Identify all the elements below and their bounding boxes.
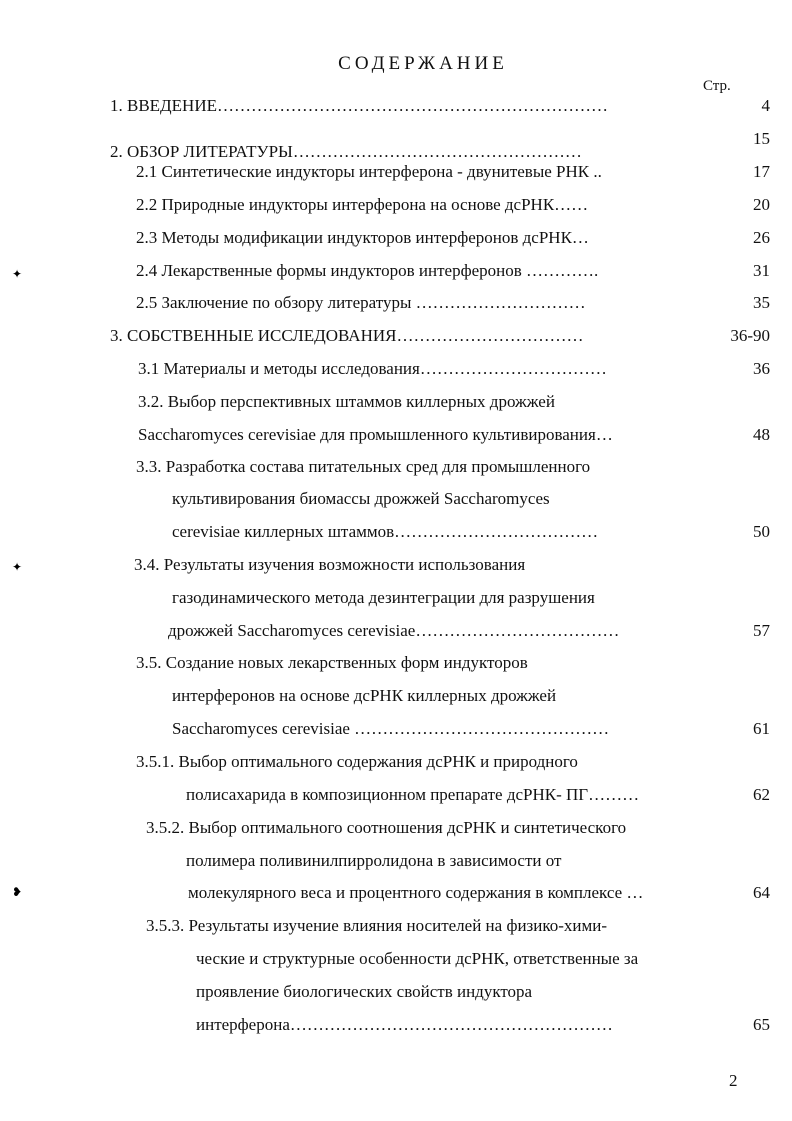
toc-page-number: 36 — [753, 359, 770, 378]
toc-page-number: 61 — [753, 719, 770, 738]
toc-entry: 3.4. Результаты изучения возможности использования — [134, 555, 526, 574]
toc-entry: 3.5.3. Результаты изучение влияния носителей на физико-хими- — [146, 916, 608, 935]
toc-page-number: 64 — [753, 883, 770, 902]
toc-entry: 3.3. Разработка состава питательных сред для промышленного — [136, 457, 591, 476]
toc-entry-continuation: ческие и структурные особенности дсРНК, ответственные за — [196, 949, 639, 968]
toc-page-number: 26 — [753, 228, 770, 247]
toc-page-number: 15 — [753, 129, 770, 148]
toc-entry-own-research: 3. СОБСТВЕННЫЕ ИССЛЕДОВАНИЯ…………………………… — [110, 326, 584, 345]
toc-entry-continuation: Saccharomyces cerevisiae ……………………………………… — [172, 719, 610, 738]
toc-page-number: 50 — [753, 522, 770, 541]
margin-mark: ✦ — [12, 267, 23, 281]
toc-page-number: 31 — [753, 261, 770, 280]
toc-entry: 3.1 Материалы и методы исследования…………………………… — [138, 359, 607, 378]
toc-page-number: 65 — [753, 1015, 770, 1034]
toc-page-number: 17 — [753, 162, 770, 181]
toc-entry: 3.5. Создание новых лекарственных форм индукторов — [136, 653, 528, 672]
toc-entry-continuation: интерферона………………………………………………… — [196, 1015, 613, 1034]
toc-page-number: 62 — [753, 785, 770, 804]
toc-entry: 3.5.1. Выбор оптимального содержания дсРНК и природного — [136, 752, 578, 771]
toc-entry: 2.4 Лекарственные формы индукторов интерферонов …………. — [136, 261, 599, 280]
toc-page-number: 57 — [753, 621, 770, 640]
toc-entry-continuation: полисахарида в композиционном препарате дсРНК- ПГ……… — [186, 785, 640, 804]
toc-page-number: 20 — [753, 195, 770, 214]
toc-entry-continuation: молекулярного веса и процентного содержания в комплексе … — [188, 883, 644, 902]
toc-entry-introduction: 1. ВВЕДЕНИЕ…………………………………………………………… — [110, 96, 608, 115]
page-column-label: Стр. — [703, 78, 731, 94]
page-title: СОДЕРЖАНИЕ — [338, 53, 508, 74]
toc-entry: 2.1 Синтетические индукторы интерферона - двунитевые РНК .. — [136, 162, 602, 181]
footer-page-number: 2 — [729, 1071, 738, 1090]
toc-entry: 2.2 Природные индукторы интерферона на основе дсРНК…… — [136, 195, 589, 214]
toc-page-number: 36-90 — [730, 326, 770, 345]
toc-page-number: 35 — [753, 293, 770, 312]
toc-entry-continuation: полимера поливинилпирролидона в зависимости от — [186, 851, 562, 870]
toc-entry-literature-review: 2. ОБЗОР ЛИТЕРАТУРЫ…………………………………………… — [110, 142, 582, 161]
toc-entry-continuation: интерферонов на основе дсРНК киллерных дрожжей — [172, 686, 557, 705]
toc-entry-continuation: cerevisiae киллерных штаммов……………………………… — [172, 522, 599, 541]
toc-entry: 2.3 Методы модификации индукторов интерферонов дсРНК… — [136, 228, 589, 247]
toc-entry-continuation: проявление биологических свойств индуктора — [196, 982, 533, 1001]
margin-mark: ✦ — [12, 560, 23, 574]
toc-entry: 3.2. Выбор перспективных штаммов киллерных дрожжей — [138, 392, 555, 411]
toc-entry-continuation: газодинамического метода дезинтеграции для разрушения — [172, 588, 595, 607]
toc-entry-continuation: дрожжей Saccharomyces cerevisiae……………………………… — [168, 621, 620, 640]
toc-page-number: 4 — [761, 96, 770, 115]
toc-entry-continuation: Saccharomyces cerevisiae для промышленного культивирования… — [138, 425, 613, 444]
toc-page-number: 48 — [753, 425, 770, 444]
toc-entry: 2.5 Заключение по обзору литературы ………………………… — [136, 293, 586, 312]
margin-mark: ❥ — [12, 885, 23, 899]
toc-entry-continuation: культивирования биомассы дрожжей Saccharomyces — [172, 489, 550, 508]
toc-entry: 3.5.2. Выбор оптимального соотношения дсРНК и синтетического — [146, 818, 627, 837]
